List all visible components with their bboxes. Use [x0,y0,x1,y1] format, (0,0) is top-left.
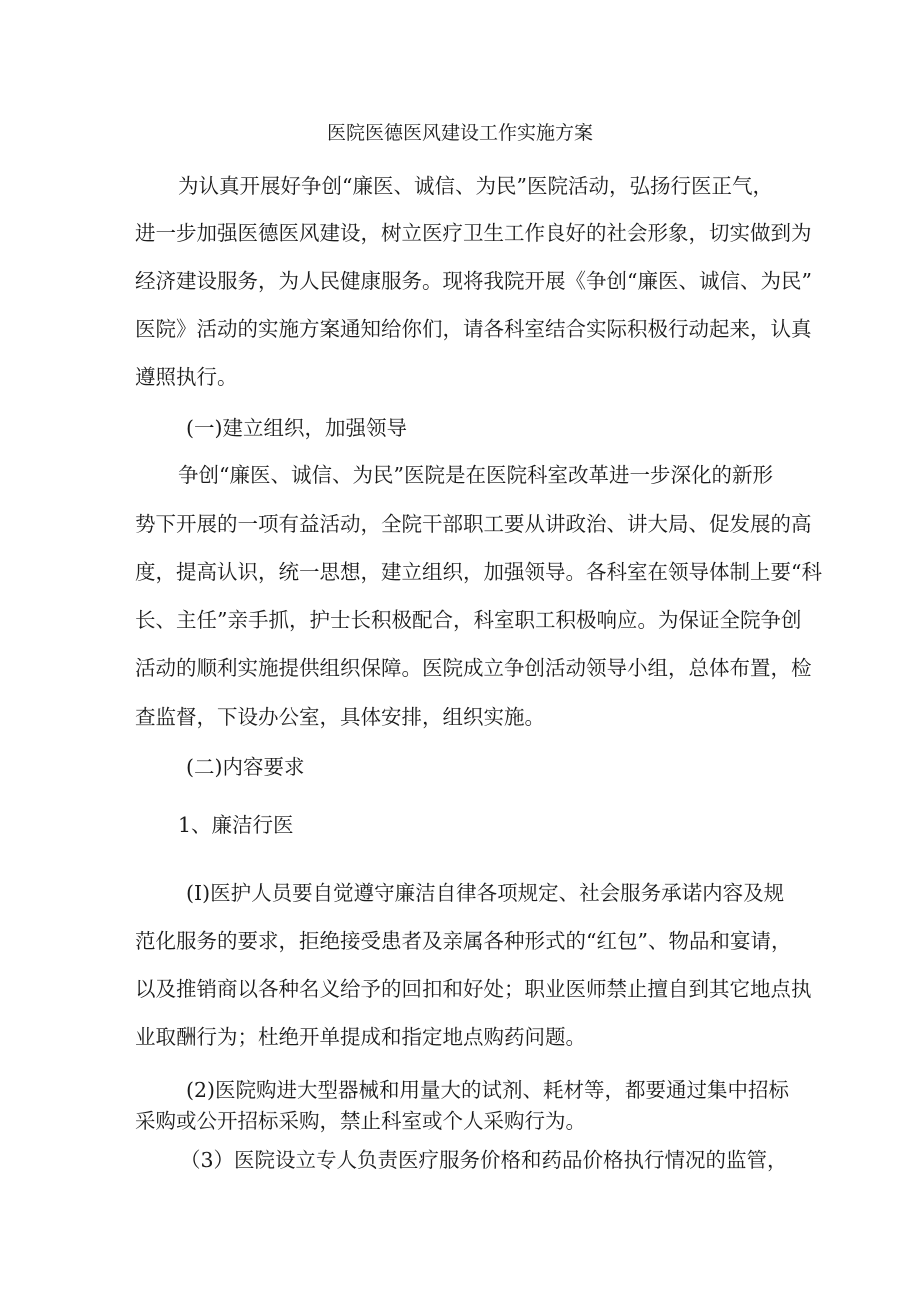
paragraph-line: 经济建设服务，为人民健康服务。现将我院开展《争创“廉医、诚信、为民” [135,269,812,293]
paragraph-line: 活动的顺利实施提供组织保障。医院成立争创活动领导小组，总体布置，检 [135,656,812,680]
paragraph-line: 进一步加强医德医风建设，树立医疗卫生工作良好的社会形象，切实做到为 [135,221,812,245]
section-heading: (一)建立组织，加强领导 [186,416,407,440]
paragraph-line: 医院》活动的实施方案通知给你们，请各科室结合实际积极行动起来，认真 [135,317,812,341]
document-title: 医院医德医风建设工作实施方案 [326,122,593,144]
paragraph-line: (I)医护人员要自觉遵守廉洁自律各项规定、社会服务承诺内容及规 [186,881,785,905]
paragraph-line: 查监督，下设办公室，具体安排，组织实施。 [135,705,545,729]
paragraph-line: 长、主任”亲手抓，护士长积极配合，科室职工积极响应。为保证全院争创 [135,608,802,632]
paragraph-line: （3）医院设立专人负责医疗服务价格和药品价格执行情况的监管， [180,1148,788,1172]
paragraph-line: 势下开展的一项有益活动，全院干部职工要从讲政治、讲大局、促发展的高 [135,512,812,536]
paragraph-line: 争创“廉医、诚信、为民”医院是在医院科室改革进一步深化的新形 [178,463,773,487]
paragraph-line: 范化服务的要求，拒绝接受患者及亲属各种形式的“红包”、物品和宴请， [135,929,792,953]
section-heading: (二)内容要求 [186,755,305,779]
paragraph-line: 为认真开展好争创“廉医、诚信、为民”医院活动，弘扬行医正气， [178,174,773,198]
paragraph-line: (2)医院购进大型器械和用量大的试剂、耗材等，都要通过集中招标 [186,1078,790,1102]
paragraph-line: 遵照执行。 [135,365,238,389]
paragraph-line: 业取酬行为；杜绝开单提成和指定地点购药问题。 [135,1025,586,1049]
subsection-heading: 1、廉洁行医 [178,813,294,837]
paragraph-line: 采购或公开招标采购，禁止科室或个人采购行为。 [135,1109,586,1133]
paragraph-line: 以及推销商以各种名义给予的回扣和好处；职业医师禁止擅自到其它地点执 [135,977,812,1001]
paragraph-line: 度，提高认识，统一思想，建立组织，加强领导。各科室在领导体制上要“科 [135,560,822,584]
